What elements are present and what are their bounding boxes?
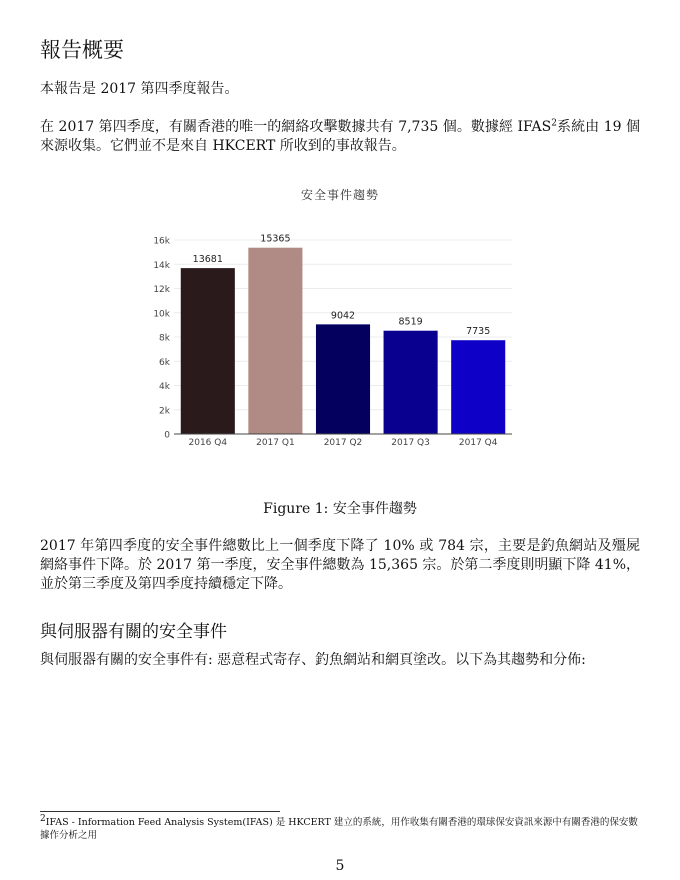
x-tick-label: 2017 Q2 — [323, 438, 363, 448]
footnote-number: 2 — [40, 813, 46, 824]
data-label: 9042 — [330, 310, 356, 322]
x-tick-label: 2017 Q4 — [458, 438, 498, 448]
x-tick-label: 2016 Q4 — [188, 438, 228, 448]
page-number: 5 — [335, 858, 345, 874]
chart-title: 安全事件趨勢 — [300, 188, 379, 202]
x-tick-label: 2017 Q1 — [256, 438, 295, 448]
y-tick-label: 6k — [159, 357, 170, 368]
trend-paragraph: 2017 年第四季度的安全事件總數比上一個季度下降了 10% 或 784 宗，主要是釣魚網站及殭屍網絡事件下降。於 2017 第一季度，安全事件總數為 15,365 宗。於第二季度則明顯下降 41%，並於第三季度及第四季度持續穩定下降。 — [40, 538, 640, 592]
server-incident-paragraph: 與伺服器有關的安全事件有: 惡意程式寄存、釣魚網站和網頁塗改。以下為其趨勢和分佈: — [40, 652, 586, 668]
data-label: 7735 — [466, 326, 491, 338]
security-incident-bar-chart — [140, 222, 520, 452]
y-tick-label: 2k — [159, 406, 170, 417]
subsection-heading: 與伺服器有關的安全事件 — [40, 622, 227, 642]
paragraph-text: 在 2017 第四季度，有關香港的唯一的網絡攻擊數據共有 7,735 個。數據經 IFAS — [40, 119, 552, 135]
intro-paragraph: 本報告是 2017 第四季度報告。 — [40, 81, 239, 97]
footnote-marker[interactable]: 2 — [551, 118, 557, 129]
bar — [248, 248, 302, 434]
y-tick-label: 4k — [159, 382, 170, 392]
data-label: 15365 — [260, 233, 291, 245]
footnote-text: IFAS - Information Feed Analysis System(IFAS) 是 HKCERT 建立的系統，用作收集有關香港的環球保安資訊來源中有關香港的保安數據作分析之用 — [40, 817, 638, 841]
y-tick-label: 8k — [159, 333, 170, 344]
footnote — [40, 813, 640, 842]
paragraph-text: 系統由 19 個來源收集。它們並不是來自 HKCERT 所收到的事故報告。 — [40, 119, 641, 154]
figure-caption: Figure 1: 安全事件趨勢 — [263, 501, 417, 517]
bar — [451, 340, 505, 434]
y-tick-label: 16k — [153, 236, 170, 247]
data-source-paragraph — [40, 118, 640, 156]
bar — [316, 324, 370, 434]
y-tick-label: 12k — [153, 285, 170, 295]
y-tick-label: 10k — [153, 309, 170, 320]
section-heading: 報告概要 — [40, 38, 124, 62]
footnote-divider — [40, 811, 280, 812]
x-tick-label: 2017 Q3 — [391, 438, 430, 448]
bar — [384, 331, 438, 434]
bar — [181, 268, 235, 434]
data-label: 8519 — [398, 316, 423, 328]
data-label: 13681 — [192, 254, 223, 266]
y-tick-label: 0 — [164, 430, 170, 441]
y-tick-label: 14k — [153, 260, 170, 271]
